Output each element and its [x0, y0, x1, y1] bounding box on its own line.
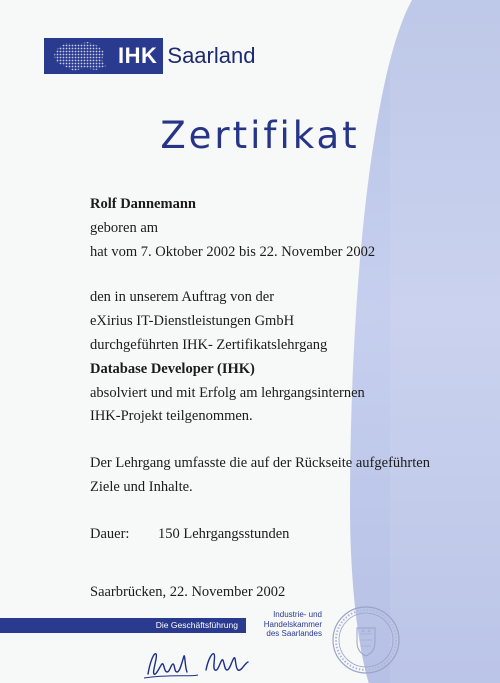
body-line-2: eXirius IT-Dienstleistungen GmbH	[90, 313, 295, 329]
decorative-sweep-highlight	[390, 0, 500, 683]
body-line-3: durchgeführten IHK- Zertifikatslehrgang	[90, 337, 328, 353]
course-period: hat vom 7. Oktober 2002 bis 22. November 2002	[90, 244, 376, 260]
handwritten-signature	[140, 644, 260, 683]
ihk-logo	[44, 38, 255, 74]
course-name: Database Developer (IHK)	[90, 361, 255, 377]
chamber-line-3: des Saarlandes	[266, 629, 322, 638]
chamber-line-1: Industrie- und	[273, 610, 322, 619]
chamber-line-2: Handelskammer	[263, 619, 322, 629]
management-band	[0, 618, 246, 633]
body-line-6: Der Lehrgang umfasste die auf der Rückseite aufgeführten	[90, 455, 430, 471]
official-seal-icon	[330, 604, 402, 676]
birth-label: geboren am	[90, 220, 159, 236]
chamber-name	[248, 610, 322, 639]
place-date: Saarbrücken, 22. November 2002	[90, 584, 286, 600]
duration-value: 150 Lehrgangsstunden	[158, 526, 290, 542]
recipient-name: Rolf Dannemann	[90, 196, 196, 212]
body-line-5: IHK-Projekt teilgenommen.	[90, 408, 253, 424]
logo-region-text: Saarland	[167, 43, 256, 68]
body-line-7: Ziele und Inhalte.	[90, 479, 193, 495]
saarland-map-icon	[44, 38, 114, 74]
duration-label: Dauer:	[90, 526, 130, 542]
body-line-1: den in unserem Auftrag von der	[90, 289, 275, 305]
body-line-4: absolviert und mit Erfolg am lehrgangsinternen	[90, 385, 365, 401]
logo-ihk-text: IHK	[114, 38, 163, 74]
certificate-title: Zertifikat	[160, 114, 360, 157]
management-label: Die Geschäftsführung	[155, 620, 238, 630]
